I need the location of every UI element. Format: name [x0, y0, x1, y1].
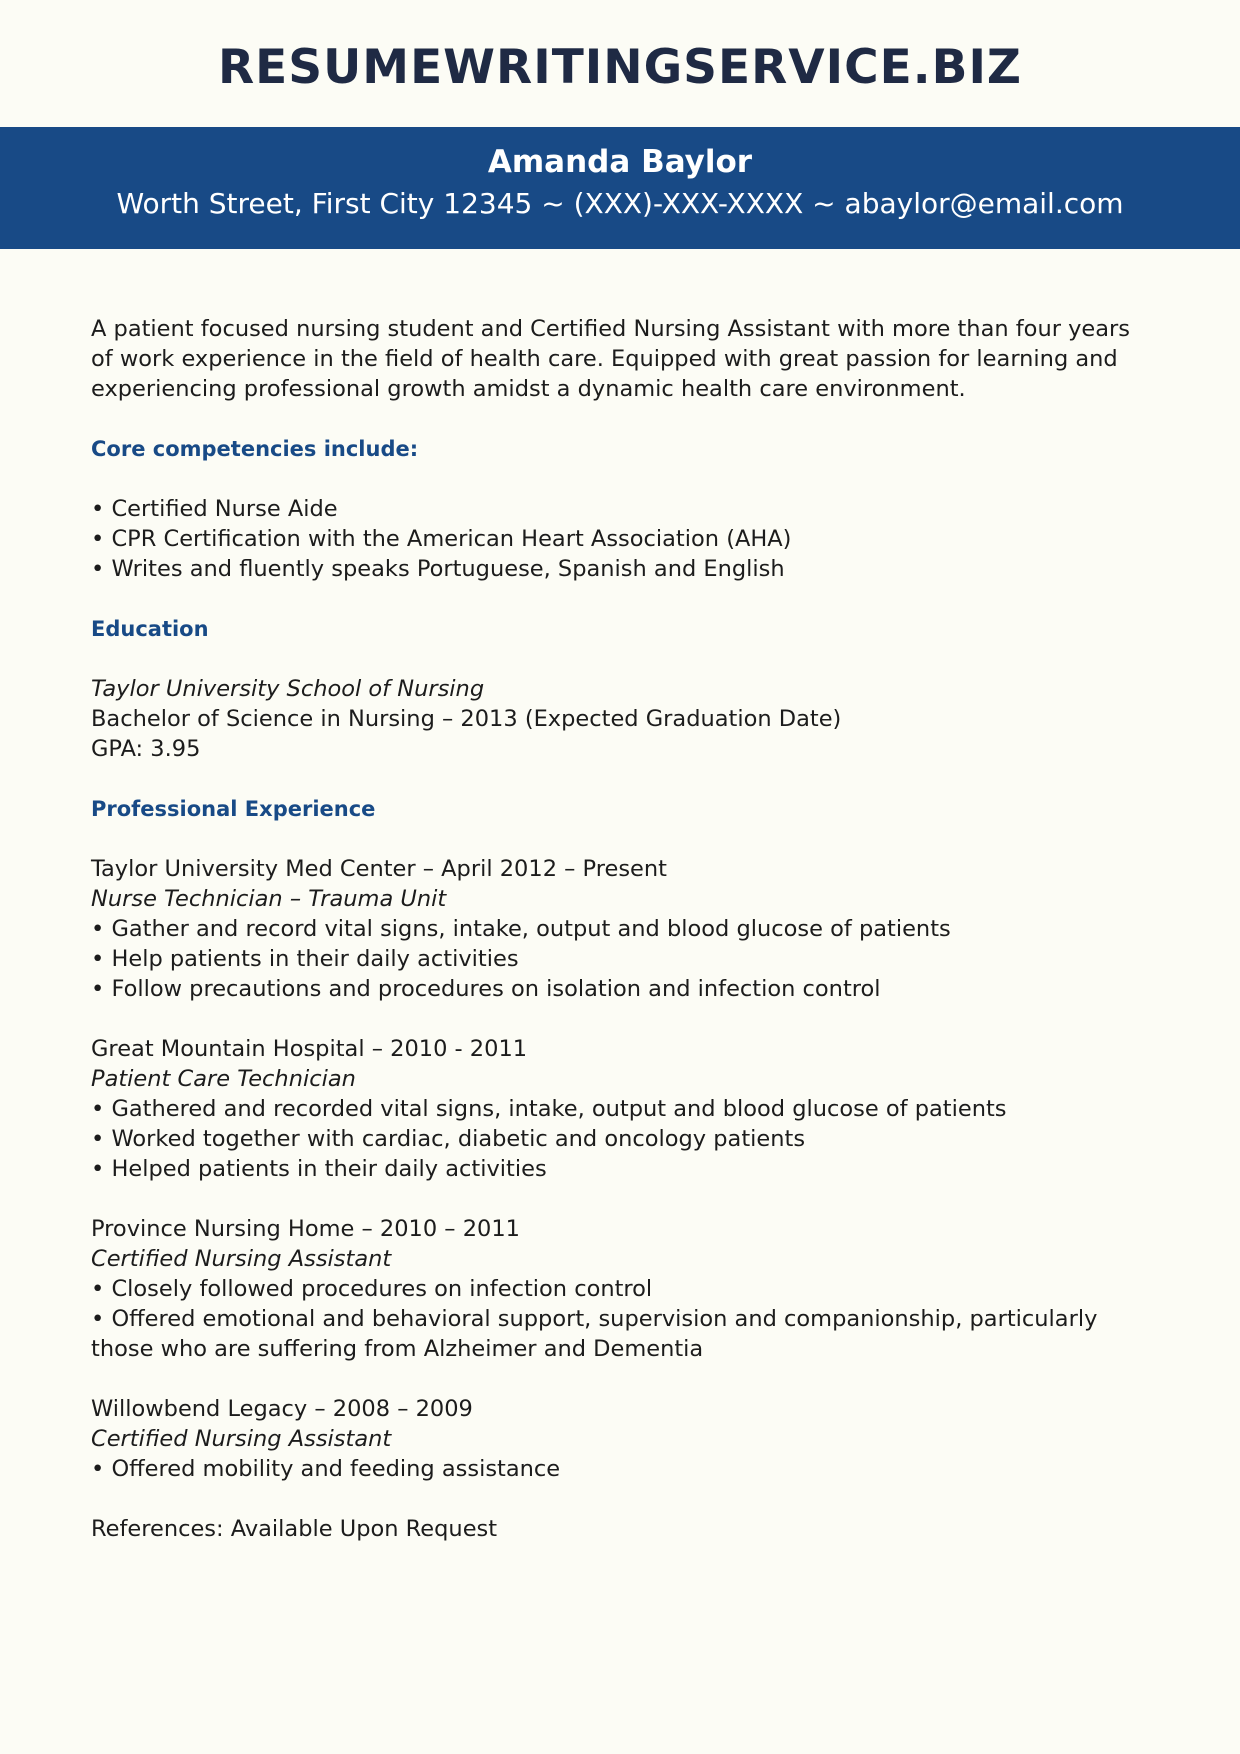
- education-school: Taylor University School of Nursing: [91, 676, 485, 702]
- job-employer: Taylor University Med Center – April 2012 – Present: [91, 856, 667, 882]
- list-item: • Help patients in their daily activities: [91, 944, 1151, 974]
- candidate-name: Amanda Baylor: [487, 144, 753, 180]
- job-duties: [91, 914, 1151, 1004]
- contact-line: Worth Street, First City 12345 ~ (XXX)-XXX-XXXX ~ abaylor@email.com: [116, 187, 1124, 220]
- header-banner: [0, 127, 1240, 249]
- job-title: Certified Nursing Assistant: [91, 1246, 392, 1272]
- list-item: • Gather and record vital signs, intake, output and blood glucose of patients: [91, 914, 1151, 944]
- job-duties: [91, 1454, 1151, 1484]
- list-item: • Closely followed procedures on infection control: [91, 1274, 1151, 1304]
- list-item: • Offered mobility and feeding assistance: [91, 1454, 1151, 1484]
- job-entry: [91, 1034, 1151, 1184]
- list-item: • Offered emotional and behavioral support, supervision and companionship, particularly those who are suffering from Alzheimer and Dementia: [91, 1304, 1151, 1364]
- job-title: Nurse Technician – Trauma Unit: [91, 886, 447, 912]
- experience-heading: Professional Experience: [91, 797, 376, 821]
- job-employer: Willowbend Legacy – 2008 – 2009: [91, 1396, 473, 1422]
- summary-paragraph: A patient focused nursing student and Certified Nursing Assistant with more than four years of work experience in the field of health care. Equipped with great passion for learning and experiencing professional growth amidst a dynamic health care environment.: [91, 316, 1131, 402]
- job-title: Patient Care Technician: [91, 1066, 356, 1092]
- job-entry: [91, 854, 1151, 1004]
- job-employer: Province Nursing Home – 2010 – 2011: [91, 1216, 520, 1242]
- site-brand-title: RESUMEWRITINGSERVICE.BIZ: [217, 40, 1023, 95]
- list-item: • Certified Nurse Aide: [91, 494, 1151, 524]
- competencies-list: [91, 494, 1151, 584]
- job-duties: [91, 1274, 1151, 1364]
- education-degree: Bachelor of Science in Nursing – 2013 (Expected Graduation Date): [91, 706, 842, 732]
- list-item: • CPR Certification with the American Heart Association (AHA): [91, 524, 1151, 554]
- list-item: • Worked together with cardiac, diabetic and oncology patients: [91, 1124, 1151, 1154]
- education-heading: Education: [91, 617, 209, 641]
- references-line: References: Available Upon Request: [91, 1516, 498, 1542]
- list-item: • Helped patients in their daily activities: [91, 1154, 1151, 1184]
- job-employer: Great Mountain Hospital – 2010 - 2011: [91, 1036, 528, 1062]
- list-item: • Writes and fluently speaks Portuguese, Spanish and English: [91, 554, 1151, 584]
- job-duties: [91, 1094, 1151, 1184]
- job-entry: [91, 1394, 1151, 1484]
- education-gpa: GPA: 3.95: [91, 736, 201, 762]
- job-title: Certified Nursing Assistant: [91, 1426, 392, 1452]
- job-entry: [91, 1214, 1151, 1364]
- list-item: • Follow precautions and procedures on isolation and infection control: [91, 974, 1151, 1004]
- competencies-heading: Core competencies include:: [91, 437, 419, 461]
- resume-body: [91, 314, 1151, 1544]
- list-item: • Gathered and recorded vital signs, intake, output and blood glucose of patients: [91, 1094, 1151, 1124]
